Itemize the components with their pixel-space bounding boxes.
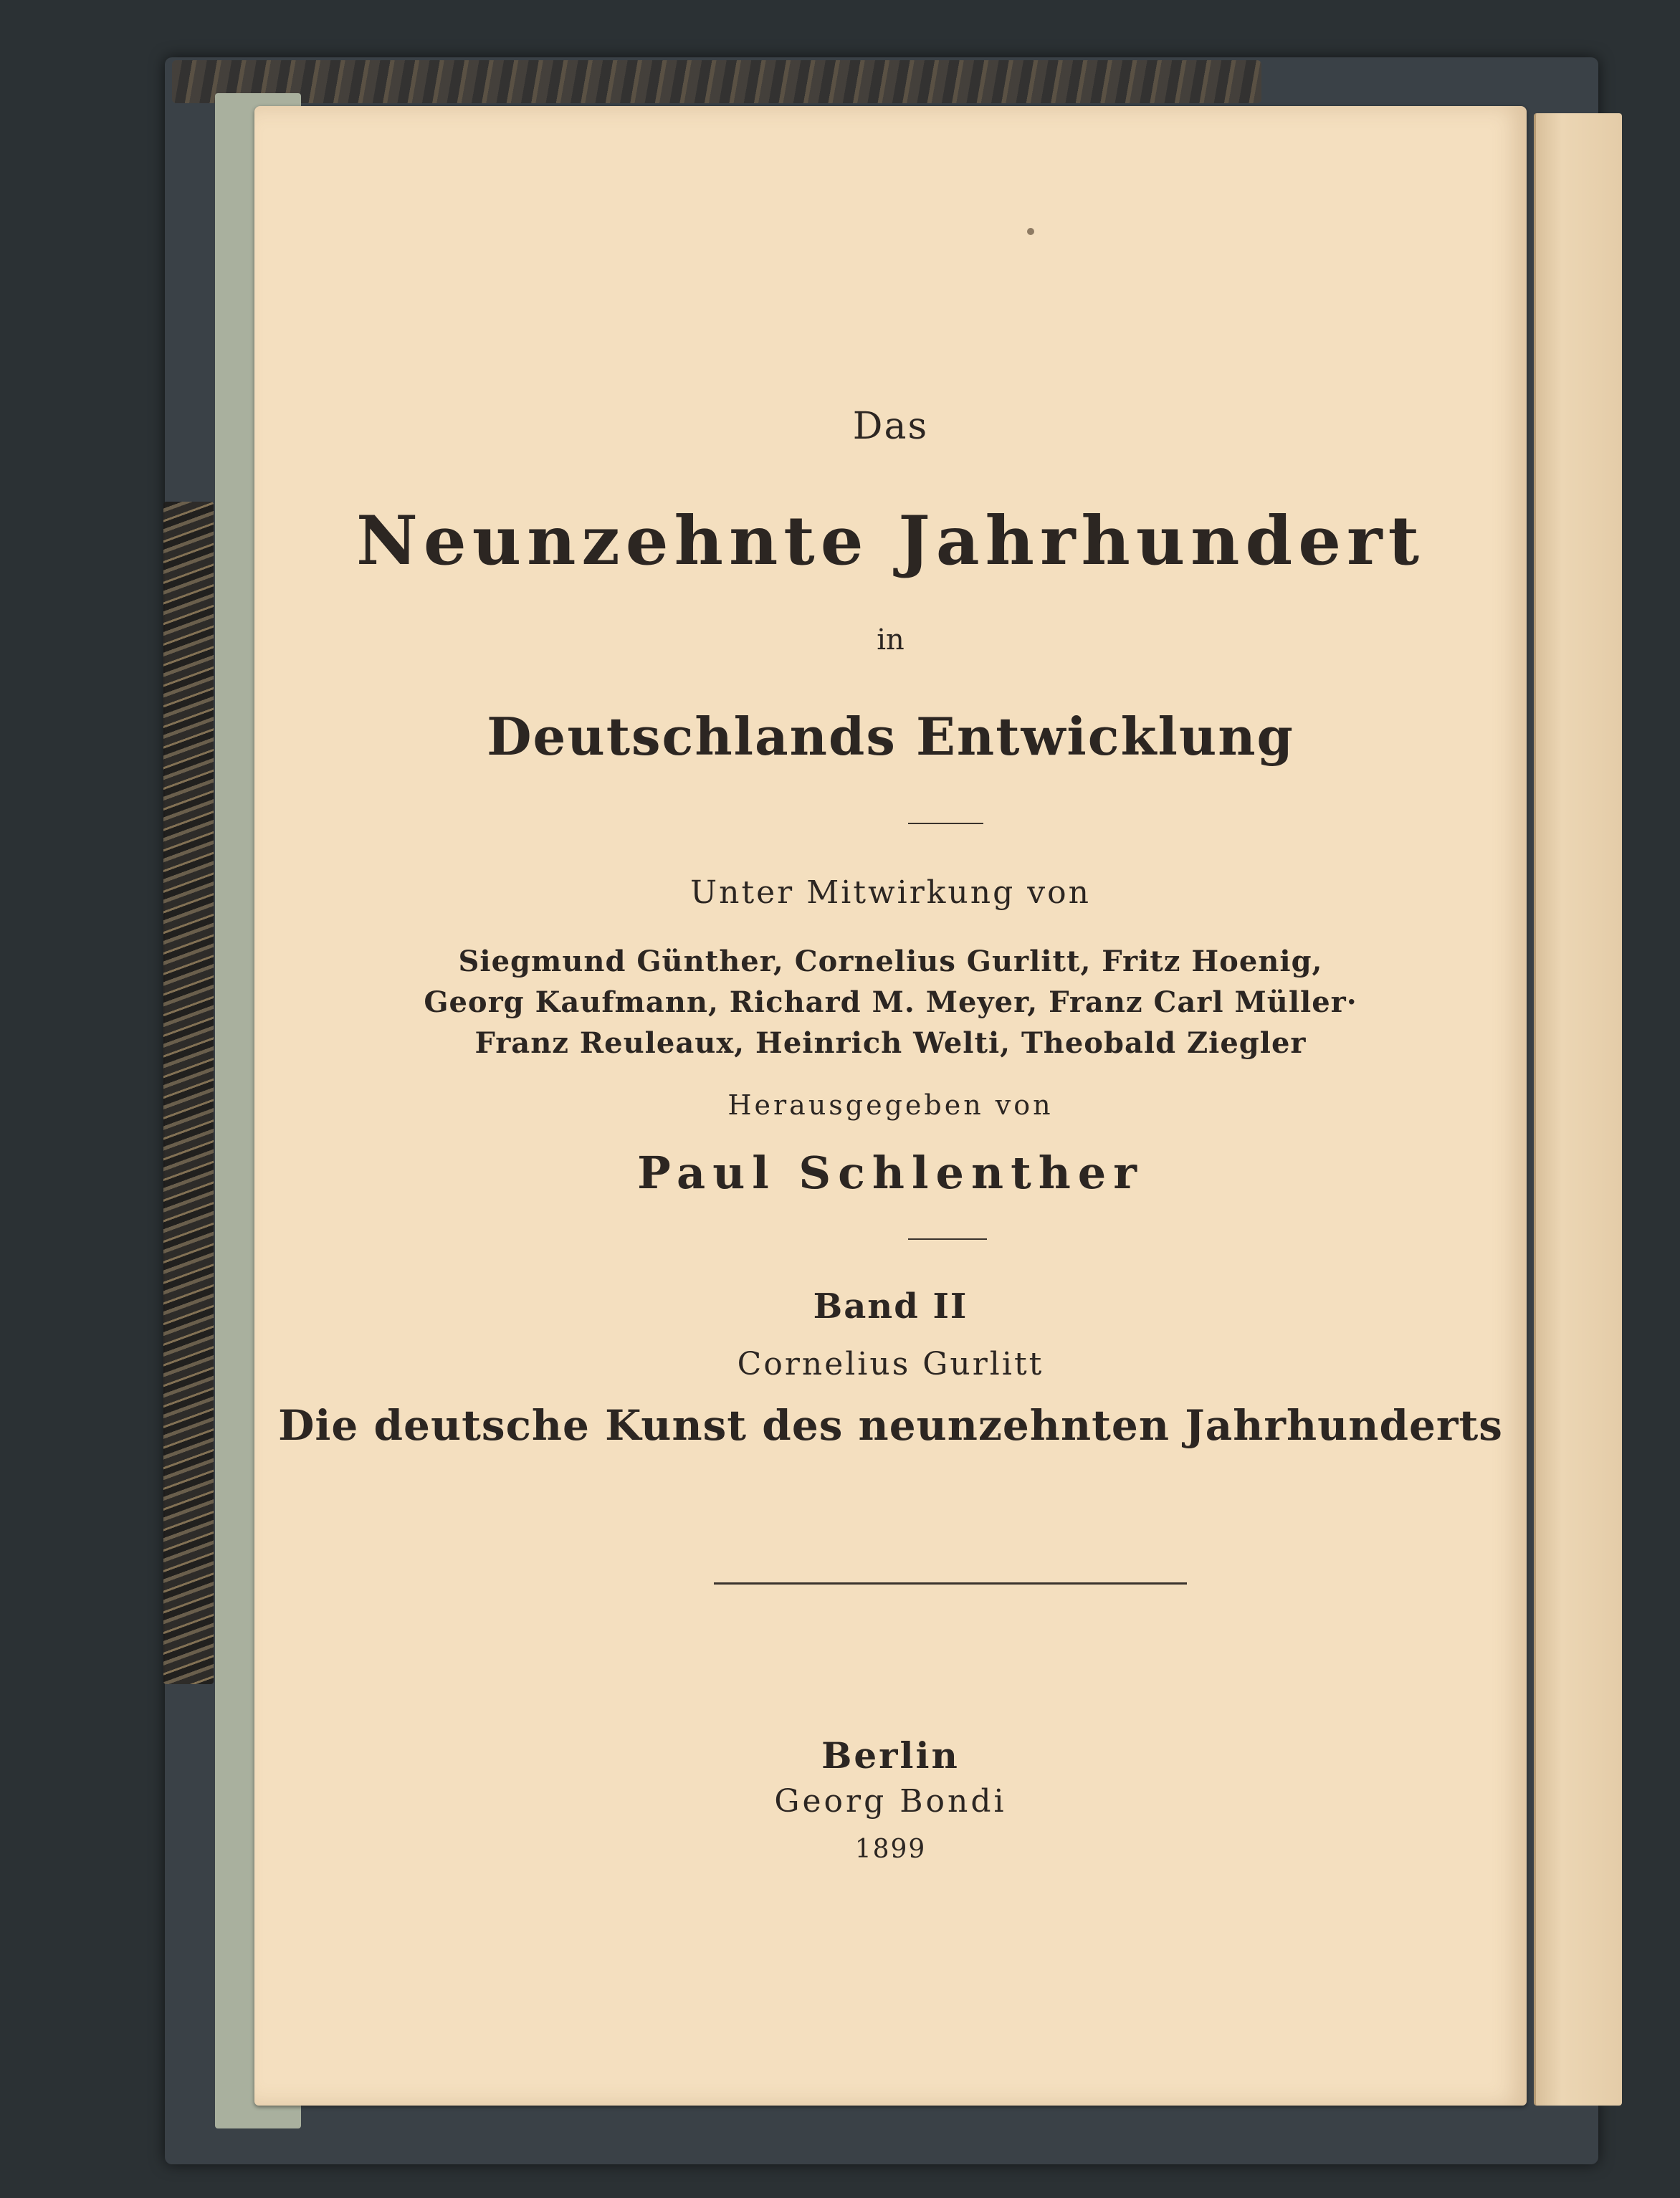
- main-title: Neunzehnte Jahrhundert: [356, 502, 1425, 580]
- volume-title: Die deutsche Kunst des neunzehnten Jahrhunderts: [278, 1401, 1503, 1450]
- publisher: Georg Bondi: [774, 1783, 1007, 1820]
- paper-speck: [1027, 228, 1034, 235]
- subtitle: Deutschlands Entwicklung: [487, 706, 1294, 767]
- collaboration-intro: Unter Mitwirkung von: [690, 874, 1091, 911]
- editor-name: Paul Schlenther: [637, 1147, 1144, 1199]
- contributors-line-2: Georg Kaufmann, Richard M. Meyer, Franz Carl Müller·: [424, 985, 1357, 1019]
- marbled-spine: [163, 502, 214, 1684]
- contributors-line-1: Siegmund Günther, Cornelius Gurlitt, Fritz Hoenig,: [458, 945, 1323, 978]
- volume-author: Cornelius Gurlitt: [737, 1346, 1044, 1382]
- cover-marbled-edge: [172, 60, 1261, 103]
- facing-page-edge: [1534, 113, 1622, 2106]
- divider-rule: [908, 823, 983, 824]
- contributors-line-3: Franz Reuleaux, Heinrich Welti, Theobald Ziegler: [474, 1026, 1307, 1060]
- editor-intro: Herausgegeben von: [727, 1089, 1054, 1121]
- title-das: Das: [852, 405, 929, 448]
- divider-rule: [908, 1238, 987, 1240]
- divider-rule-long: [714, 1582, 1187, 1585]
- publication-year: 1899: [854, 1835, 927, 1864]
- publication-city: Berlin: [821, 1734, 960, 1777]
- volume-number: Band II: [813, 1286, 968, 1327]
- title-in: in: [877, 623, 905, 656]
